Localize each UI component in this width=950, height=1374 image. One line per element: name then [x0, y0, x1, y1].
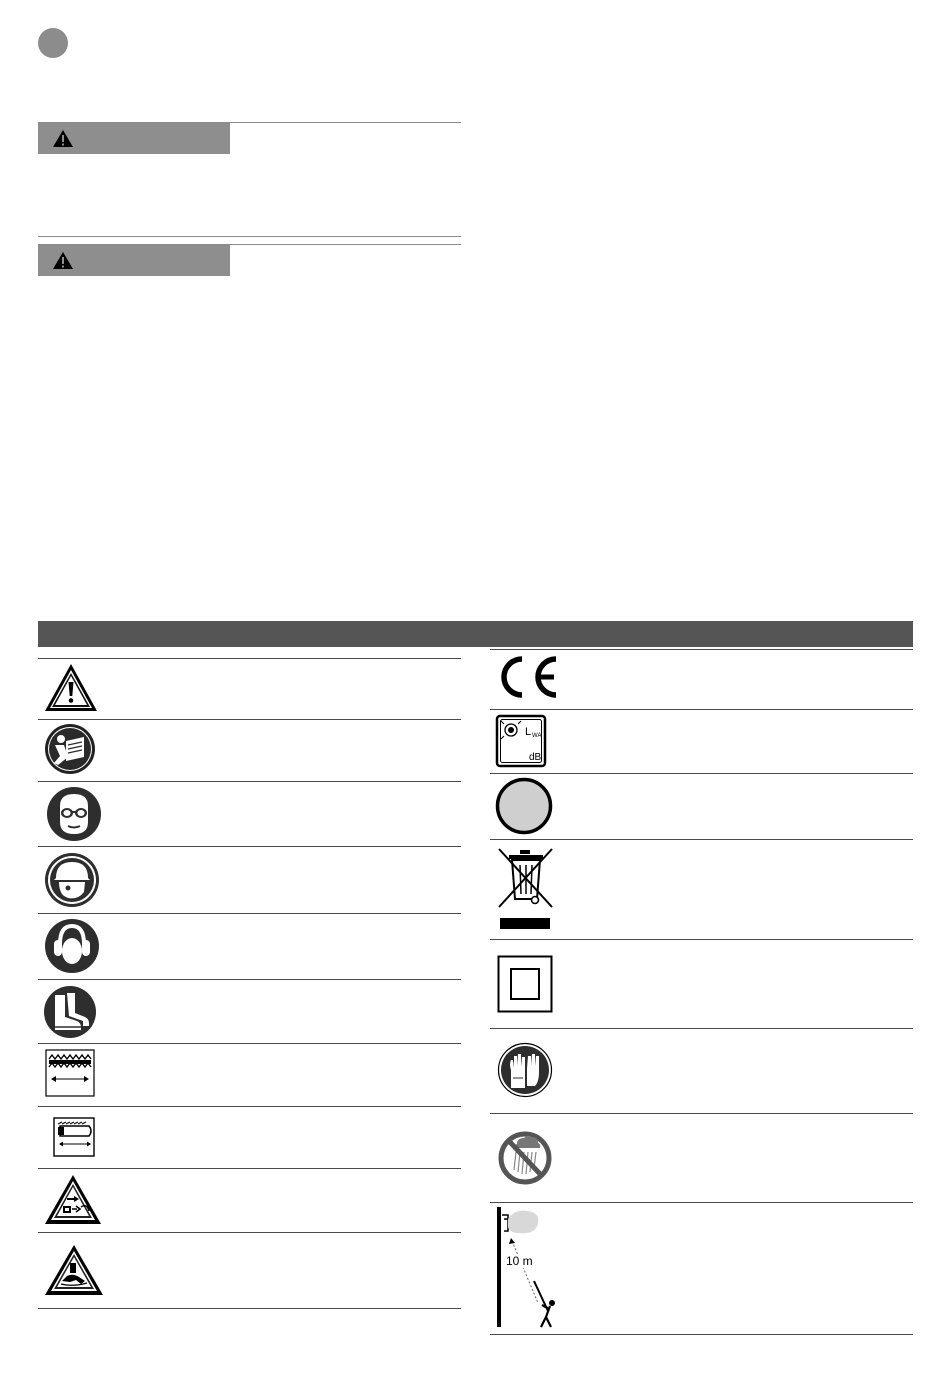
symbol-row-divider: [490, 709, 913, 710]
warning-header-2: [38, 245, 230, 276]
warning-rule-middle: [38, 236, 461, 237]
symbol-row-divider: [490, 1113, 913, 1114]
general-warning-icon: [43, 662, 99, 714]
ear-protection-icon: [44, 918, 100, 974]
ce-mark-icon: [496, 655, 560, 699]
double-insulation-icon: [497, 955, 553, 1013]
symbols-section-header: [38, 621, 913, 647]
symbol-row-divider: [38, 1308, 461, 1309]
warning-header-1: [38, 123, 230, 154]
gloves-icon: [497, 1042, 553, 1098]
grey-circle-icon: [495, 777, 553, 835]
svg-text:WA: WA: [532, 733, 542, 739]
eye-protection-icon: [46, 786, 102, 842]
chain-bar-icon: [53, 1117, 95, 1157]
symbol-row-divider: [38, 658, 461, 659]
svg-text:L: L: [525, 726, 532, 738]
symbol-row-divider: [490, 649, 913, 650]
head-protection-icon: [44, 852, 100, 908]
symbol-row-divider: [490, 1334, 913, 1335]
warning-triangle-icon: [52, 129, 74, 148]
symbol-row-divider: [38, 1168, 461, 1169]
symbol-row-divider: [38, 979, 461, 980]
svg-text:dB: dB: [529, 752, 542, 763]
read-manual-icon: [44, 723, 96, 775]
symbol-row-divider: [490, 1028, 913, 1029]
symbol-row-divider: [490, 839, 913, 840]
symbol-row-divider: [38, 913, 461, 914]
weee-bin-icon: [496, 847, 558, 933]
symbol-row-divider: [490, 939, 913, 940]
symbol-row-divider: [490, 773, 913, 774]
no-rain-icon: [497, 1128, 553, 1188]
cut-hazard-icon: [43, 1243, 105, 1298]
symbol-row-divider: [38, 1043, 461, 1044]
symbol-row-divider: [38, 781, 461, 782]
symbol-row-divider: [38, 1106, 461, 1107]
symbol-row-divider: [38, 846, 461, 847]
cutting-length-icon: [45, 1049, 95, 1097]
distance-label: 10 m: [506, 1254, 533, 1268]
symbol-row-divider: [490, 1202, 913, 1203]
safety-boots-icon: [43, 985, 97, 1039]
symbol-row-divider: [38, 719, 461, 720]
unplug-warning-icon: [43, 1173, 103, 1227]
symbol-row-divider: [38, 1232, 461, 1233]
sound-power-level-icon: [495, 714, 547, 768]
warning-triangle-icon: [52, 251, 74, 270]
page-number-badge: [38, 28, 68, 58]
